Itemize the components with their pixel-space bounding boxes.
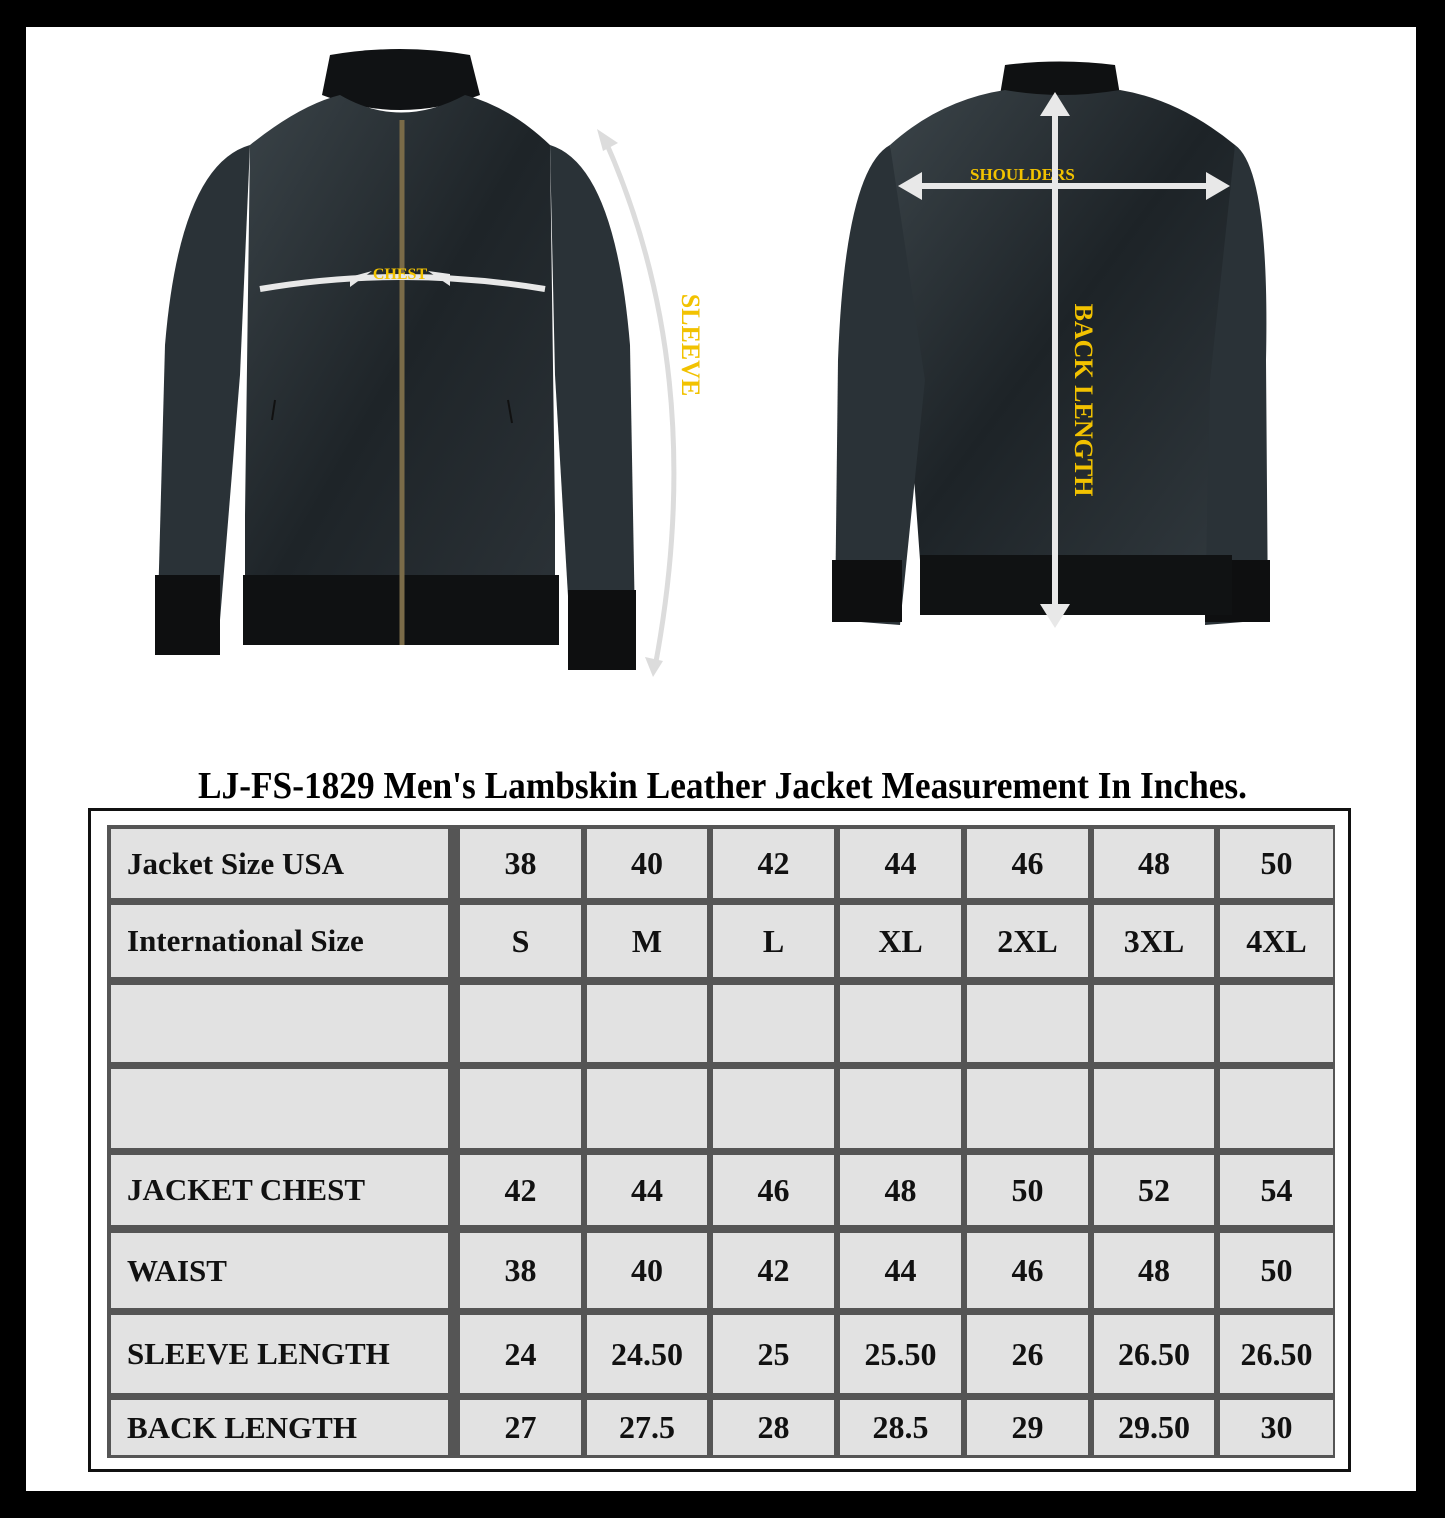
size-cell: M <box>587 905 707 977</box>
size-cell: 40 <box>587 1233 707 1308</box>
size-cell: 48 <box>840 1155 961 1225</box>
size-table-frame <box>88 808 1351 1472</box>
front-jacket-illustration <box>150 45 740 685</box>
size-cell: 38 <box>460 829 581 898</box>
size-cell: 50 <box>967 1155 1088 1225</box>
size-cell: 38 <box>460 1233 581 1308</box>
size-cell: 44 <box>840 829 961 898</box>
row-label: International Size <box>111 905 448 977</box>
size-cell: 46 <box>713 1155 834 1225</box>
size-cell <box>840 985 961 1062</box>
size-cell: 26 <box>967 1315 1088 1393</box>
size-cell: 28.5 <box>840 1400 961 1455</box>
size-cell <box>1220 1069 1333 1148</box>
size-cell: 26.50 <box>1220 1315 1333 1393</box>
size-cell <box>840 1069 961 1148</box>
row-label <box>111 1069 448 1148</box>
size-cell: 40 <box>587 829 707 898</box>
size-cell: 42 <box>713 829 834 898</box>
size-cell <box>967 1069 1088 1148</box>
row-label: JACKET CHEST <box>111 1155 448 1225</box>
back-jacket-illustration <box>830 60 1270 640</box>
size-cell: 50 <box>1220 829 1333 898</box>
size-cell <box>967 985 1088 1062</box>
size-cell: 2XL <box>967 905 1088 977</box>
size-cell: 50 <box>1220 1233 1333 1308</box>
size-cell <box>587 985 707 1062</box>
size-cell: 29.50 <box>1094 1400 1214 1455</box>
size-cell: 44 <box>840 1233 961 1308</box>
chest-label: CHEST <box>372 266 428 283</box>
row-label: SLEEVE LENGTH <box>111 1315 448 1393</box>
size-cell: L <box>713 905 834 977</box>
size-cell: 25.50 <box>840 1315 961 1393</box>
size-cell: 4XL <box>1220 905 1333 977</box>
size-cell <box>460 985 581 1062</box>
size-cell: 24.50 <box>587 1315 707 1393</box>
size-table <box>107 825 1335 1458</box>
size-cell <box>1094 985 1214 1062</box>
back-length-label: BACK LENGTH <box>1069 303 1098 497</box>
size-cell: 3XL <box>1094 905 1214 977</box>
row-label: Jacket Size USA <box>111 829 448 898</box>
size-cell: 24 <box>460 1315 581 1393</box>
size-cell: 44 <box>587 1155 707 1225</box>
size-cell: 29 <box>967 1400 1088 1455</box>
size-cell <box>587 1069 707 1148</box>
size-cell: 48 <box>1094 1233 1214 1308</box>
size-cell: 48 <box>1094 829 1214 898</box>
size-cell: 52 <box>1094 1155 1214 1225</box>
size-cell: 42 <box>460 1155 581 1225</box>
size-cell <box>713 1069 834 1148</box>
row-label <box>111 985 448 1062</box>
size-cell: 46 <box>967 829 1088 898</box>
size-cell: 46 <box>967 1233 1088 1308</box>
sleeve-label: SLEEVE <box>676 293 705 397</box>
size-cell: 27 <box>460 1400 581 1455</box>
size-cell <box>713 985 834 1062</box>
size-cell: 30 <box>1220 1400 1333 1455</box>
size-cell <box>1094 1069 1214 1148</box>
size-cell: XL <box>840 905 961 977</box>
row-label: BACK LENGTH <box>111 1400 448 1455</box>
chart-title: LJ-FS-1829 Men's Lambskin Leather Jacket Measurement In Inches. <box>197 765 1248 807</box>
size-cell: 54 <box>1220 1155 1333 1225</box>
size-cell: 42 <box>713 1233 834 1308</box>
size-cell: 25 <box>713 1315 834 1393</box>
size-cell: 27.5 <box>587 1400 707 1455</box>
size-cell: S <box>460 905 581 977</box>
size-cell <box>1220 985 1333 1062</box>
row-label: WAIST <box>111 1233 448 1308</box>
shoulders-label: SHOULDERS <box>970 165 1075 184</box>
size-cell: 28 <box>713 1400 834 1455</box>
size-cell <box>460 1069 581 1148</box>
size-cell: 26.50 <box>1094 1315 1214 1393</box>
